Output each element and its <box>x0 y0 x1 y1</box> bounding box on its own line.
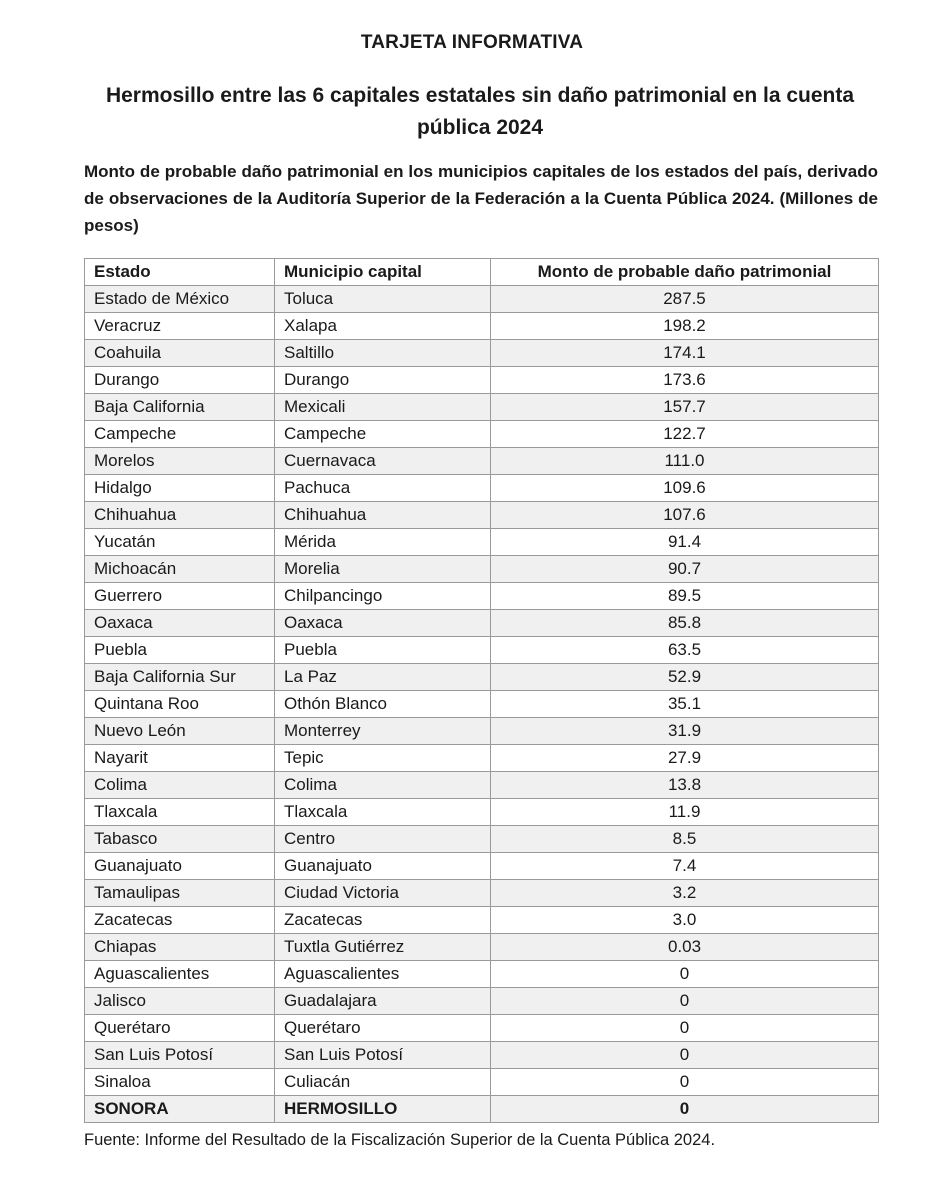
cell-municipio: Pachuca <box>275 475 491 502</box>
cell-municipio: Toluca <box>275 286 491 313</box>
cell-monto: 13.8 <box>491 772 879 799</box>
cell-monto: 7.4 <box>491 853 879 880</box>
cell-estado: Zacatecas <box>85 907 275 934</box>
damage-table <box>84 258 879 1123</box>
table-body <box>85 286 879 1123</box>
cell-estado: Durango <box>85 367 275 394</box>
cell-municipio: Tuxtla Gutiérrez <box>275 934 491 961</box>
cell-estado: Campeche <box>85 421 275 448</box>
cell-municipio: Morelia <box>275 556 491 583</box>
cell-estado: Michoacán <box>85 556 275 583</box>
table-row <box>85 988 879 1015</box>
cell-estado: Chiapas <box>85 934 275 961</box>
table-row <box>85 637 879 664</box>
cell-estado: Tabasco <box>85 826 275 853</box>
cell-municipio: Culiacán <box>275 1069 491 1096</box>
cell-monto: 0 <box>491 988 879 1015</box>
cell-monto: 0 <box>491 1042 879 1069</box>
cell-estado: Quintana Roo <box>85 691 275 718</box>
document-label: TARJETA INFORMATIVA <box>360 32 584 53</box>
cell-municipio: Oaxaca <box>275 610 491 637</box>
cell-monto: 8.5 <box>491 826 879 853</box>
cell-monto: 85.8 <box>491 610 879 637</box>
cell-estado: Colima <box>85 772 275 799</box>
table-row <box>85 1015 879 1042</box>
cell-municipio: Tepic <box>275 745 491 772</box>
table-row <box>85 934 879 961</box>
cell-monto: 11.9 <box>491 799 879 826</box>
cell-municipio: Puebla <box>275 637 491 664</box>
cell-monto: 35.1 <box>491 691 879 718</box>
cell-estado: Chihuahua <box>85 502 275 529</box>
table-row <box>85 367 879 394</box>
cell-monto: 174.1 <box>491 340 879 367</box>
headline: Hermosillo entre las 6 capitales estatales sin daño patrimonial en la cuenta pública 2024 <box>105 84 855 139</box>
cell-municipio: Xalapa <box>275 313 491 340</box>
cell-monto: 63.5 <box>491 637 879 664</box>
table-row <box>85 1042 879 1069</box>
table-row <box>85 691 879 718</box>
header-monto: Monto de probable daño patrimonial <box>491 259 879 286</box>
table-row <box>85 745 879 772</box>
cell-monto: 0 <box>491 1015 879 1042</box>
cell-monto: 0 <box>491 961 879 988</box>
table-row <box>85 529 879 556</box>
source-note: Fuente: Informe del Resultado de la Fiscalización Superior de la Cuenta Pública 2024. <box>84 1131 716 1149</box>
table-row <box>85 907 879 934</box>
cell-estado: Aguascalientes <box>85 961 275 988</box>
cell-municipio: Chilpancingo <box>275 583 491 610</box>
cell-municipio: Tlaxcala <box>275 799 491 826</box>
cell-monto: 3.2 <box>491 880 879 907</box>
table-row <box>85 340 879 367</box>
cell-municipio: Chihuahua <box>275 502 491 529</box>
cell-monto: 0.03 <box>491 934 879 961</box>
cell-estado: Guerrero <box>85 583 275 610</box>
cell-municipio: Guanajuato <box>275 853 491 880</box>
cell-estado: Tlaxcala <box>85 799 275 826</box>
table-row <box>85 313 879 340</box>
table-row <box>85 664 879 691</box>
cell-estado: Querétaro <box>85 1015 275 1042</box>
cell-estado: Oaxaca <box>85 610 275 637</box>
cell-monto: 3.0 <box>491 907 879 934</box>
cell-municipio: Saltillo <box>275 340 491 367</box>
cell-municipio: Centro <box>275 826 491 853</box>
cell-monto: 157.7 <box>491 394 879 421</box>
cell-estado: SONORA <box>85 1096 275 1123</box>
cell-municipio: San Luis Potosí <box>275 1042 491 1069</box>
table-row <box>85 1096 879 1123</box>
header-estado: Estado <box>85 259 275 286</box>
cell-estado: Puebla <box>85 637 275 664</box>
cell-estado: Nayarit <box>85 745 275 772</box>
table-row <box>85 475 879 502</box>
table-row <box>85 799 879 826</box>
cell-estado: Sinaloa <box>85 1069 275 1096</box>
table-caption: Monto de probable daño patrimonial en los municipios capitales de los estados del país, derivado de observaciones de la Auditoría Superior de la Federación a la Cuenta Pública 2024. (Millones de pesos) <box>84 162 878 235</box>
cell-monto: 91.4 <box>491 529 879 556</box>
cell-estado: Tamaulipas <box>85 880 275 907</box>
cell-monto: 109.6 <box>491 475 879 502</box>
cell-monto: 90.7 <box>491 556 879 583</box>
table-row <box>85 394 879 421</box>
table-row <box>85 448 879 475</box>
cell-monto: 52.9 <box>491 664 879 691</box>
cell-municipio: Aguascalientes <box>275 961 491 988</box>
cell-municipio: La Paz <box>275 664 491 691</box>
cell-estado: Veracruz <box>85 313 275 340</box>
cell-municipio: HERMOSILLO <box>275 1096 491 1123</box>
cell-municipio: Mérida <box>275 529 491 556</box>
header-municipio: Municipio capital <box>275 259 491 286</box>
cell-municipio: Mexicali <box>275 394 491 421</box>
table-row <box>85 853 879 880</box>
table-row <box>85 556 879 583</box>
table-row <box>85 961 879 988</box>
cell-estado: Guanajuato <box>85 853 275 880</box>
cell-municipio: Cuernavaca <box>275 448 491 475</box>
cell-municipio: Othón Blanco <box>275 691 491 718</box>
cell-estado: Jalisco <box>85 988 275 1015</box>
cell-monto: 0 <box>491 1096 879 1123</box>
table-row <box>85 286 879 313</box>
cell-estado: Coahuila <box>85 340 275 367</box>
cell-monto: 122.7 <box>491 421 879 448</box>
cell-estado: Baja California Sur <box>85 664 275 691</box>
table-row <box>85 583 879 610</box>
table-row <box>85 880 879 907</box>
table-row <box>85 610 879 637</box>
cell-estado: Nuevo León <box>85 718 275 745</box>
cell-estado: Baja California <box>85 394 275 421</box>
cell-municipio: Campeche <box>275 421 491 448</box>
cell-municipio: Zacatecas <box>275 907 491 934</box>
table-row <box>85 502 879 529</box>
table-row <box>85 772 879 799</box>
table-row <box>85 1069 879 1096</box>
cell-monto: 0 <box>491 1069 879 1096</box>
table-row <box>85 718 879 745</box>
cell-municipio: Colima <box>275 772 491 799</box>
table-row <box>85 826 879 853</box>
cell-estado: Hidalgo <box>85 475 275 502</box>
table-header-row <box>85 259 879 286</box>
cell-municipio: Querétaro <box>275 1015 491 1042</box>
cell-monto: 287.5 <box>491 286 879 313</box>
cell-estado: San Luis Potosí <box>85 1042 275 1069</box>
cell-municipio: Monterrey <box>275 718 491 745</box>
cell-monto: 107.6 <box>491 502 879 529</box>
cell-municipio: Guadalajara <box>275 988 491 1015</box>
cell-estado: Estado de México <box>85 286 275 313</box>
cell-monto: 198.2 <box>491 313 879 340</box>
cell-municipio: Ciudad Victoria <box>275 880 491 907</box>
table-row <box>85 421 879 448</box>
cell-estado: Yucatán <box>85 529 275 556</box>
cell-monto: 173.6 <box>491 367 879 394</box>
cell-monto: 89.5 <box>491 583 879 610</box>
cell-municipio: Durango <box>275 367 491 394</box>
cell-monto: 111.0 <box>491 448 879 475</box>
cell-monto: 31.9 <box>491 718 879 745</box>
cell-estado: Morelos <box>85 448 275 475</box>
cell-monto: 27.9 <box>491 745 879 772</box>
